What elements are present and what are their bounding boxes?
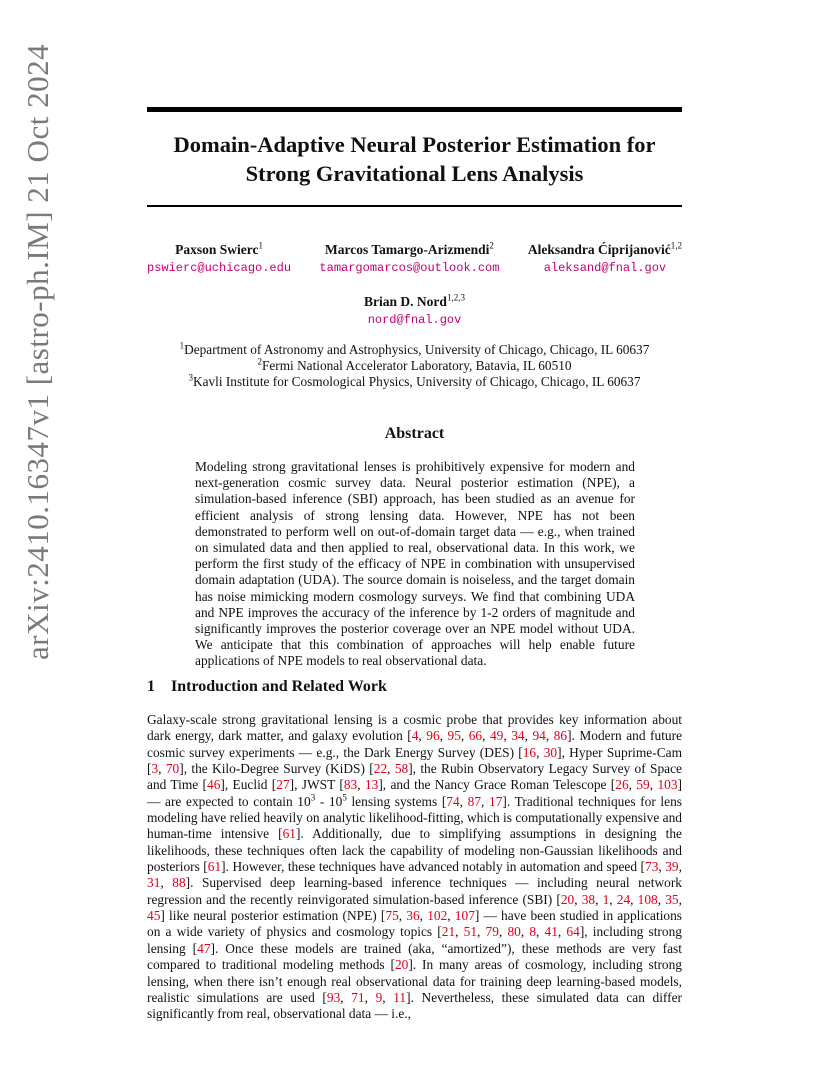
body-text-segment: Galaxy-scale strong gravitational lensing is a cosmic probe that provides key information about dark energy, dark matter, and galaxy evolution [ [147, 712, 682, 744]
introduction-body [147, 712, 682, 1023]
citation-link[interactable]: 83 [343, 777, 358, 793]
author-name: Aleksandra Ćiprijanović [527, 242, 671, 257]
citation-link[interactable]: 24 [616, 891, 631, 907]
body-text-segment: , [657, 891, 666, 907]
body-text-segment: , [630, 891, 638, 907]
affiliation-text: Fermi National Accelerator Laboratory, Batavia, IL 60510 [261, 358, 572, 373]
body-text-segment: , [455, 924, 464, 940]
citation-link[interactable]: 9 [375, 989, 383, 1005]
author-name: Paxson Swierc [175, 242, 259, 257]
body-text-segment: , [418, 728, 427, 744]
body-text-segment: , [382, 989, 394, 1005]
citation-link[interactable]: 87 [467, 793, 482, 809]
body-text-segment: , [536, 744, 544, 760]
body-text-segment: , [498, 924, 508, 940]
section-number: 1 [147, 678, 155, 695]
body-text-segment: , [503, 728, 512, 744]
citation-link[interactable]: 45 [147, 908, 161, 924]
author-affil-sup: 1 [258, 240, 263, 251]
citation-link[interactable]: 79 [485, 924, 499, 940]
author-affil-sup: 2 [489, 240, 494, 251]
citation-link[interactable]: 66 [468, 728, 483, 744]
citation-link[interactable]: 17 [489, 793, 503, 809]
body-text-segment: ], and the Nancy Grace Roman Telescope [ [378, 777, 616, 793]
body-text-segment: , [595, 891, 603, 907]
body-text-segment: ], the Kilo-Degree Survey (KiDS) [ [179, 761, 374, 777]
body-text-segment: ], JWST [ [289, 777, 344, 793]
body-text-segment: , [398, 908, 407, 924]
body-text-segment: , [447, 908, 455, 924]
abstract-text: Modeling strong gravitational lenses is prohibitively expensive for modern and next-generation cosmic survey data. Neural posterior estimation (NPE), a simulation-based inference (SBI) approach, has been studied as an avenue for efficient analysis of strong lensing data. However, NPE has not been demonstrated to perform well on out-of-domain target data — e.g., when trained on simulated data and then applied to real, observational data. In this work, we perform the first study of the efficacy of NPE in combination with unsupervised domain adaptation (UDA). The source domain is noiseless, and the target domain has noise mimicking modern cosmology surveys. We find that combining UDA and NPE improves the accuracy of the inference by 1-2 orders of magnitude and significantly improves the posterior coverage over an NPE model without UDA. We anticipate that this combination of approaches will help enable future applications of NPE models to real observational data. [195, 459, 635, 669]
author-4 [147, 293, 682, 329]
citation-link[interactable]: 1 [602, 891, 610, 907]
paper-title [147, 130, 682, 188]
affiliation-sup: 3 [188, 372, 193, 383]
citation-link[interactable]: 61 [282, 826, 296, 842]
body-text-segment: ], Hyper Suprime-Cam [ [147, 744, 682, 777]
affiliation-sup: 1 [179, 340, 185, 351]
body-text-segment: , [477, 924, 486, 940]
citation-link[interactable]: 51 [463, 924, 478, 940]
arxiv-identifier: arXiv:2410.16347v1 [astro-ph.IM] 21 Oct 2024 [20, 43, 55, 660]
body-text-segment: ] like neural posterior estimation (NPE) [ [160, 908, 386, 924]
body-text-segment: , [557, 924, 567, 940]
title-line-2: Strong Gravitational Lens Analysis [245, 161, 584, 186]
affiliation-text: Department of Astronomy and Astrophysics, University of Chicago, Chicago, IL 60637 [184, 342, 650, 357]
citation-link[interactable]: 59 [636, 777, 650, 793]
citation-link[interactable]: 16 [522, 744, 537, 760]
body-text-segment: , [158, 761, 166, 777]
exponent: 5 [342, 792, 347, 803]
affiliation-text: Kavli Institute for Cosmological Physics, University of Chicago, Chicago, IL 60637 [193, 374, 641, 389]
citation-link[interactable]: 75 [385, 908, 399, 924]
citation-link[interactable]: 88 [172, 875, 186, 891]
body-text-segment: ] — are expected to contain 10 [147, 777, 682, 809]
citation-link[interactable]: 41 [544, 924, 558, 940]
title-top-rule [147, 107, 682, 112]
body-text-segment: ], including strong lensing [ [147, 924, 682, 956]
affiliation-1 [147, 342, 682, 358]
body-text-segment: ]. Once these models are trained (aka, “amortized”), these methods are very fast compared to traditional modeling methods [ [147, 940, 682, 973]
citation-link[interactable]: 74 [446, 793, 460, 809]
citation-link[interactable]: 80 [507, 924, 521, 940]
citation-link[interactable]: 38 [581, 891, 596, 907]
author-3 [528, 241, 682, 277]
affiliation-sup: 2 [257, 356, 262, 367]
citation-link[interactable]: 26 [615, 777, 629, 793]
author-email[interactable]: aleksand@fnal.gov [543, 261, 667, 275]
citation-link[interactable]: 107 [454, 908, 475, 924]
body-text-segment: , [387, 761, 395, 777]
body-text-segment: ]. Modern and future cosmic survey experiments — e.g., the Dark Energy Survey (DES) [ [147, 728, 683, 760]
body-text-segment: ] — have been studied in applications on a wide variety of physics and cosmology topics [ [147, 908, 683, 940]
body-text-segment: lensing systems [ [346, 793, 447, 809]
author-email[interactable]: tamargomarcos@outlook.com [319, 261, 500, 275]
body-text-segment: , [419, 908, 428, 924]
body-text-segment: ]. Traditional techniques for lens modeling have relied heavily on analytic likelihood-fitting, which is computationally expensive and human-time intensive [ [147, 793, 682, 842]
author-affil-sup: 1,2 [670, 240, 682, 251]
author-name: Brian D. Nord [364, 294, 447, 309]
body-text-segment: ]. Nevertheless, these simulated data can differ significantly from real, observational data — i.e., [147, 989, 683, 1022]
body-text-segment: , [439, 728, 448, 744]
citation-link[interactable]: 58 [394, 761, 409, 777]
citation-link[interactable]: 21 [441, 924, 456, 940]
citation-link[interactable]: 86 [553, 728, 568, 744]
body-text-segment: ], the Rubin Observatory Legacy Survey of Space and Time [ [147, 761, 682, 793]
authors-row [147, 241, 682, 277]
affiliation-3 [147, 374, 682, 390]
body-text-segment: , [482, 728, 490, 744]
body-text-segment: , [459, 793, 468, 809]
citation-link[interactable]: 71 [351, 989, 365, 1005]
title-bottom-rule [147, 205, 682, 207]
citation-link[interactable]: 3 [151, 761, 159, 777]
body-text-segment: ]. In many areas of cosmology, including strong lensing, when there isn’t enough real observational data for training deep learning-based models, realistic simulations are used [ [147, 957, 682, 1005]
section-heading [147, 678, 387, 696]
citation-link[interactable]: 93 [326, 989, 341, 1005]
title-line-1: Domain-Adaptive Neural Posterior Estimation for [173, 132, 656, 157]
abstract-heading: Abstract [384, 425, 445, 442]
body-text-segment: ]. However, these techniques have advanced notably in automation and speed [ [221, 859, 645, 875]
author-2 [319, 241, 499, 277]
citation-link[interactable]: 34 [511, 728, 525, 744]
body-text-segment: , [574, 891, 582, 907]
citation-link[interactable]: 73 [645, 859, 659, 875]
citation-link[interactable]: 96 [426, 728, 440, 744]
citation-link[interactable]: 61 [207, 859, 222, 875]
citation-link[interactable]: 27 [276, 777, 290, 793]
body-text-segment: , [678, 859, 682, 875]
exponent: 3 [310, 792, 316, 803]
author-email[interactable]: nord@fnal.gov [367, 313, 462, 327]
body-text-segment: , [520, 924, 530, 940]
citation-link[interactable]: 20 [394, 957, 409, 973]
body-text-segment: , [678, 891, 682, 907]
citation-link[interactable]: 39 [665, 859, 679, 875]
author-1 [147, 241, 291, 277]
citation-link[interactable]: 47 [197, 940, 211, 956]
body-text-segment: , [609, 891, 617, 907]
citation-link[interactable]: 46 [207, 777, 221, 793]
body-text-segment: ], Euclid [ [220, 777, 277, 793]
citation-link[interactable]: 64 [566, 924, 580, 940]
body-text-segment: , [460, 728, 469, 744]
body-text-segment: , [628, 777, 637, 793]
body-text-segment: , [481, 793, 490, 809]
citation-link[interactable]: 30 [543, 744, 558, 760]
author-name: Marcos Tamargo-Arizmendi [325, 242, 490, 257]
affiliations [147, 342, 682, 390]
author-email[interactable]: pswierc@uchicago.edu [147, 261, 292, 275]
citation-link[interactable]: 4 [411, 728, 419, 744]
body-text-segment: , [658, 859, 666, 875]
body-text-segment: , [357, 777, 365, 793]
citation-link[interactable]: 35 [665, 891, 679, 907]
citation-link[interactable]: 20 [560, 891, 575, 907]
body-text-segment: , [524, 728, 533, 744]
citation-link[interactable]: 13 [364, 777, 379, 793]
citation-link[interactable]: 103 [657, 777, 678, 793]
affiliation-2 [147, 358, 682, 374]
section-title: Introduction and Related Work [171, 678, 387, 695]
body-text-segment: ]. Supervised deep learning-based inference techniques — including neural network regression and the recently reinvigorated simulation-based inference (SBI) [ [147, 875, 682, 907]
citation-link[interactable]: 8 [529, 924, 537, 940]
body-text-segment: , [649, 777, 658, 793]
citation-link[interactable]: 11 [393, 989, 407, 1005]
citation-link[interactable]: 95 [447, 728, 461, 744]
body-text-segment: , [536, 924, 545, 940]
citation-link[interactable]: 49 [489, 728, 504, 744]
citation-link[interactable]: 70 [165, 761, 180, 777]
body-text-segment: , [545, 728, 554, 744]
author-affil-sup: 1,2,3 [446, 292, 465, 303]
body-text-segment: , [160, 875, 173, 891]
citation-link[interactable]: 31 [147, 875, 161, 891]
citation-link[interactable]: 108 [637, 891, 658, 907]
body-text-segment: , [340, 989, 352, 1005]
body-text-segment: ]. Additionally, due to simplifying assumptions in designing the likelihoods, these techniques often lack the capability of modeling non-Gaussian likelihoods and posteriors [ [147, 826, 682, 875]
body-text-segment: , [364, 989, 376, 1005]
citation-link[interactable]: 22 [373, 761, 388, 777]
citation-link[interactable]: 102 [427, 908, 448, 924]
citation-link[interactable]: 94 [532, 728, 546, 744]
body-text-segment: - 10 [315, 793, 343, 809]
citation-link[interactable]: 36 [406, 908, 420, 924]
